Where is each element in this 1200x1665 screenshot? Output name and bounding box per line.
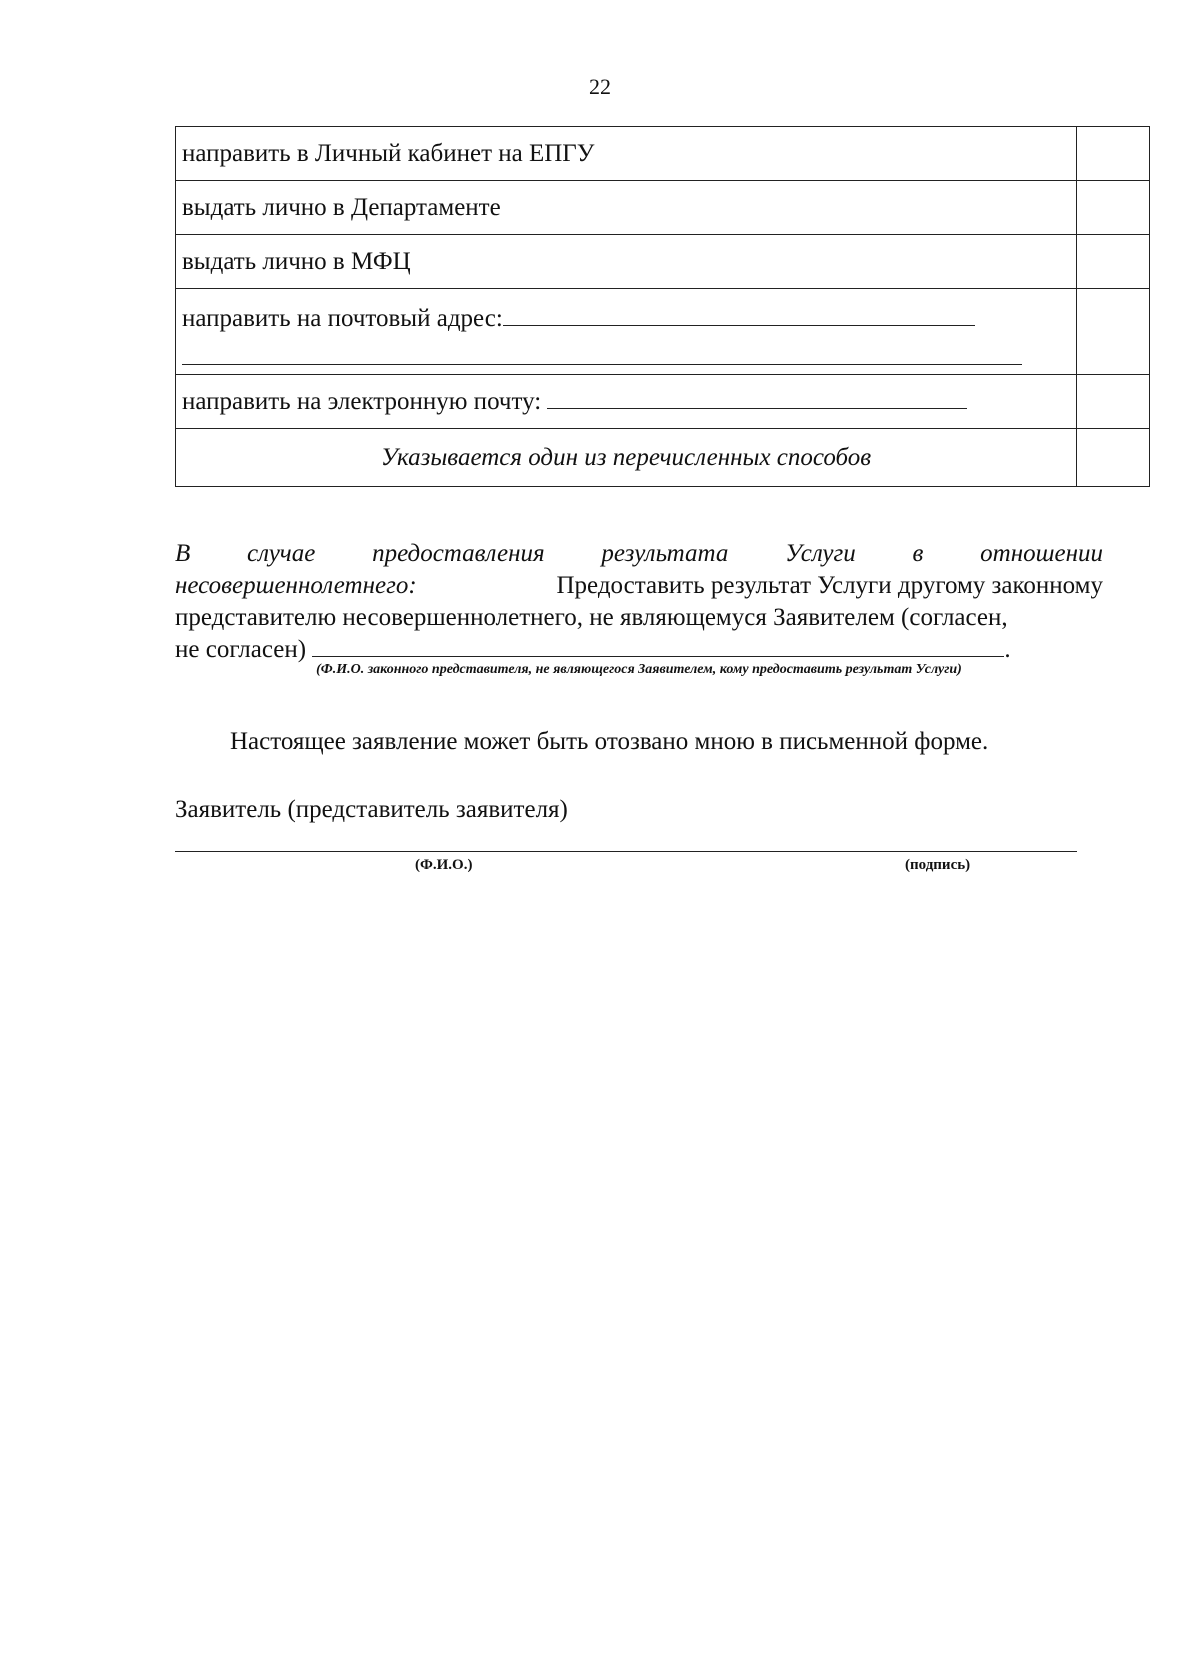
minor-text-line2: представителю несовершеннолетнего, не являющемуся Заявителем (согласен, bbox=[175, 604, 1008, 631]
delivery-option-label: выдать лично в Департаменте bbox=[176, 181, 1077, 235]
delivery-option-label: направить в Личный кабинет на ЕПГУ bbox=[176, 127, 1077, 181]
delivery-option-label: направить на электронную почту: bbox=[182, 387, 542, 415]
signature-caption: (подпись) bbox=[905, 857, 971, 873]
postal-address-input-line-2[interactable] bbox=[182, 363, 1022, 365]
delivery-option-row bbox=[176, 235, 1150, 289]
minor-intro-line: В случае предоставления результата Услуги в отношении bbox=[175, 540, 1103, 567]
minor-result-paragraph: В случае предоставления результата Услуги в отношении несовершеннолетнего: Предоставить результат Услуги другому законному представителю несовершеннолетнего, не являющемуся Заявителем (согласен, не согласен) . bbox=[175, 540, 1103, 663]
delivery-note-row bbox=[176, 429, 1150, 487]
fio-caption: (Ф.И.О.) bbox=[415, 857, 473, 873]
delivery-option-row bbox=[176, 181, 1150, 235]
delivery-option-checkbox[interactable] bbox=[1077, 181, 1150, 235]
delivery-option-checkbox[interactable] bbox=[1077, 127, 1150, 181]
delivery-option-checkbox[interactable] bbox=[1077, 375, 1150, 429]
delivery-option-checkbox[interactable] bbox=[1077, 235, 1150, 289]
delivery-note: Указывается один из перечисленных способов bbox=[176, 429, 1077, 487]
delivery-option-row bbox=[176, 289, 1150, 375]
legal-representative-caption: (Ф.И.О. законного представителя, не являющегося Заявителем, кому предоставить результат Услуги) bbox=[316, 662, 962, 677]
delivery-option-row bbox=[176, 375, 1150, 429]
minor-text-line1: Предоставить результат Услуги другому законному bbox=[556, 572, 1103, 599]
minor-intro-tail: несовершеннолетнего: bbox=[175, 572, 417, 599]
applicant-label: Заявитель (представитель заявителя) bbox=[175, 796, 568, 823]
delivery-option-label: направить на почтовый адрес: bbox=[182, 305, 503, 332]
delivery-option-label: выдать лично в МФЦ bbox=[176, 235, 1077, 289]
legal-representative-input-line[interactable] bbox=[312, 655, 1004, 657]
delivery-options-table bbox=[175, 126, 1150, 487]
postal-address-input-line[interactable] bbox=[503, 324, 975, 326]
signature-line[interactable] bbox=[175, 851, 1077, 852]
minor-text-line3: не согласен) bbox=[175, 636, 307, 663]
delivery-option-checkbox[interactable] bbox=[1077, 289, 1150, 375]
page-number: 22 bbox=[589, 74, 611, 99]
delivery-option-row bbox=[176, 127, 1150, 181]
email-input-line[interactable] bbox=[547, 407, 967, 409]
revocation-statement: Настоящее заявление может быть отозвано мною в письменной форме. bbox=[230, 728, 989, 755]
